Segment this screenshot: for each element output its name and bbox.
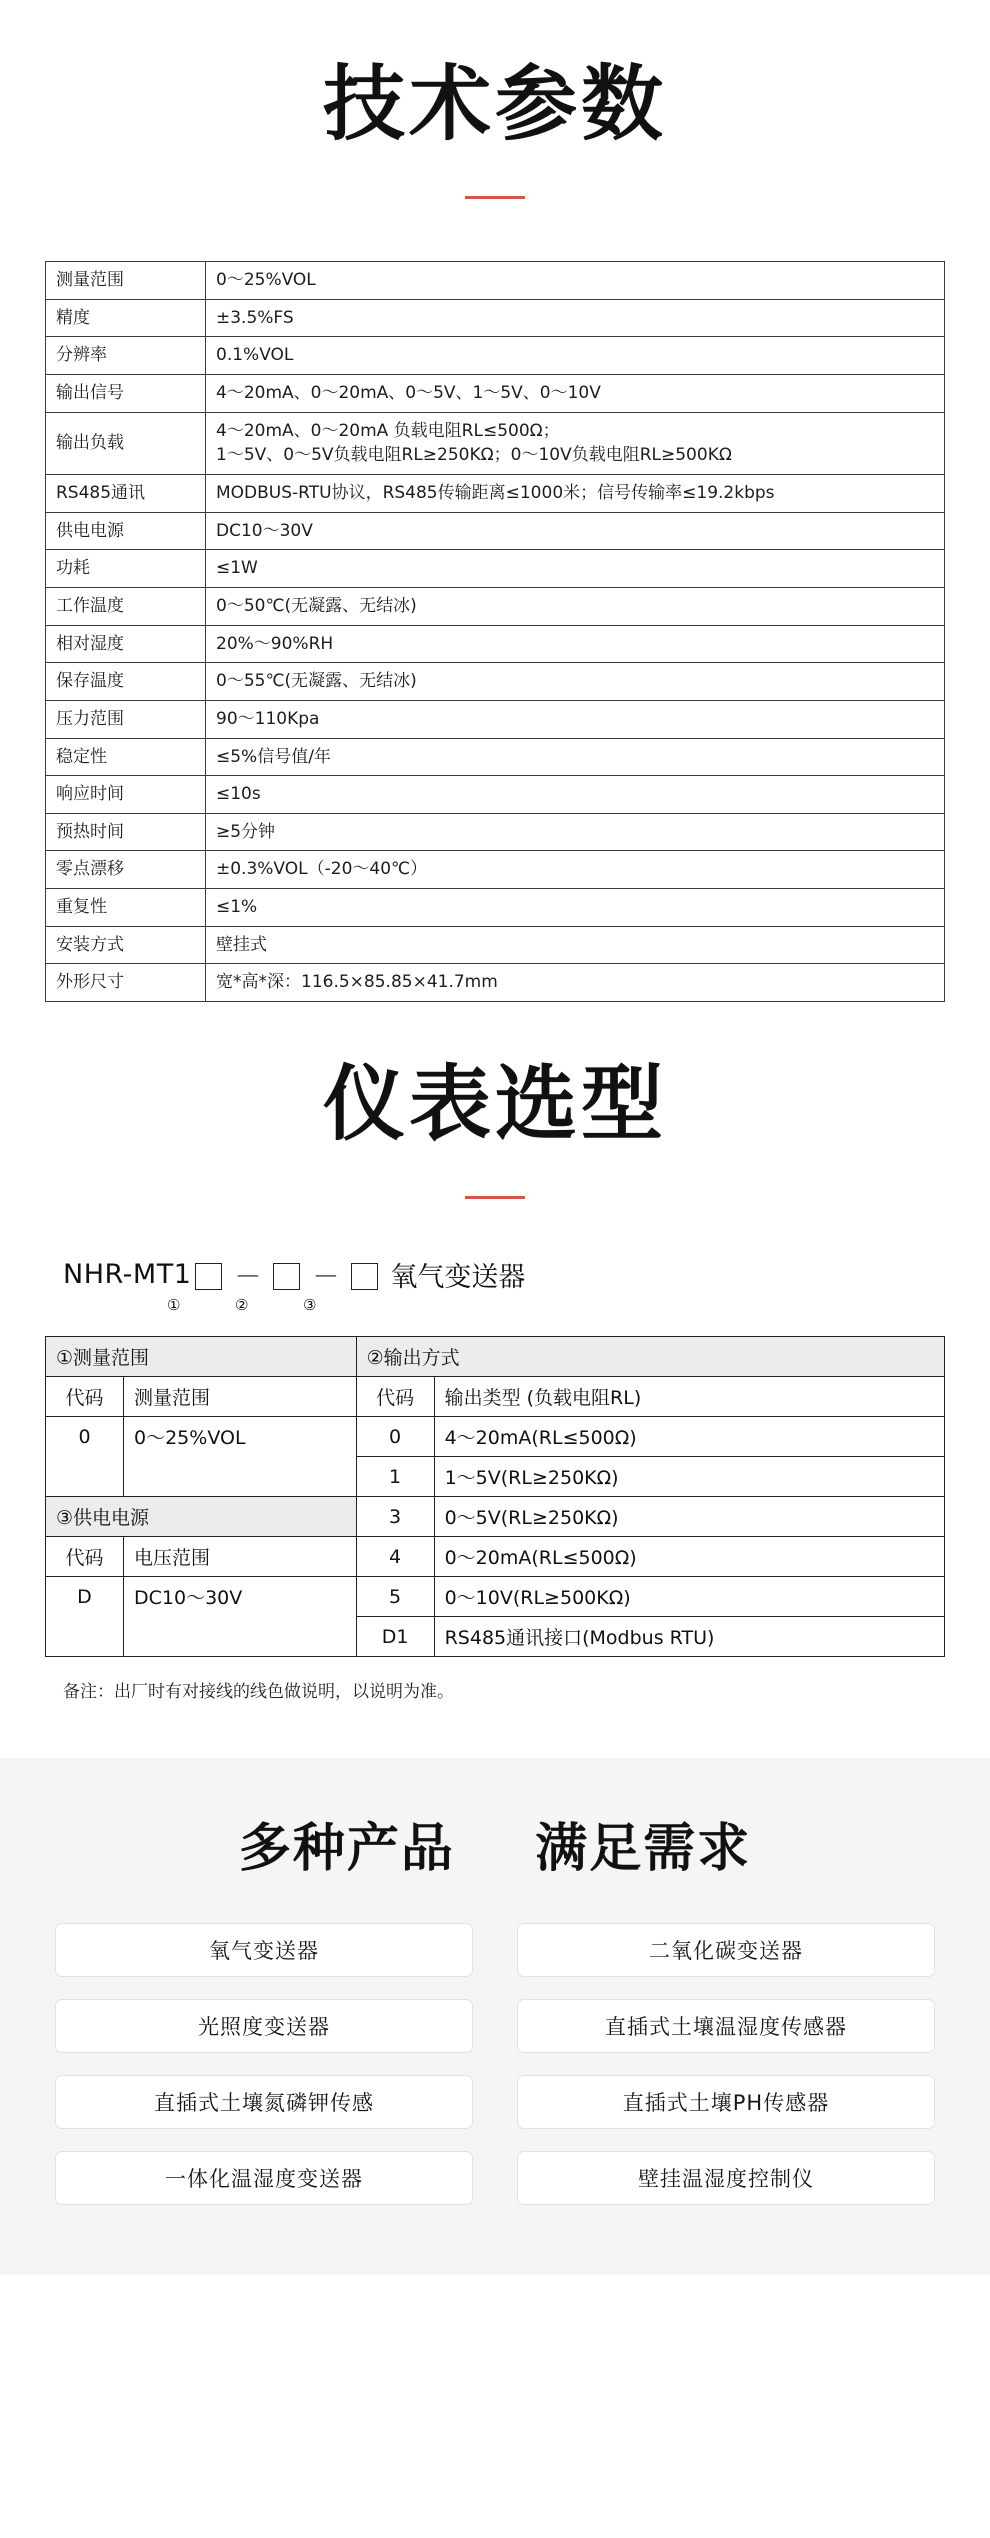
left-group2-header: ③供电电源	[46, 1497, 357, 1537]
spec-value: 壁挂式	[206, 926, 945, 964]
model-code-row	[45, 1255, 945, 1294]
right-code-1: 1	[356, 1457, 434, 1497]
table-row	[46, 1617, 945, 1657]
page-title-model: 仪表选型	[322, 1057, 667, 1152]
model-dash-2: －	[312, 1262, 340, 1294]
right-code-5: D1	[356, 1617, 434, 1657]
spec-value	[206, 412, 945, 474]
product-chip[interactable]: 二氧化碳变送器	[517, 1923, 935, 1977]
table-row	[46, 299, 945, 337]
spec-label: 输出信号	[46, 375, 206, 413]
left-spacer-code	[46, 1457, 124, 1497]
products-grid	[55, 1923, 935, 2205]
section-products	[0, 1758, 990, 2275]
left-spacer-name	[124, 1457, 357, 1497]
right-name-3: 0～20mA(RL≤500Ω)	[434, 1537, 944, 1577]
table-row	[46, 663, 945, 701]
product-chip[interactable]: 壁挂温湿度控制仪	[517, 2151, 935, 2205]
left-col-name-header: 测量范围	[124, 1377, 357, 1417]
spec-value: 0.1%VOL	[206, 337, 945, 375]
right-name-4: 0～10V(RL≥500KΩ)	[434, 1577, 944, 1617]
table-row	[46, 337, 945, 375]
spec-label: 相对湿度	[46, 625, 206, 663]
selection-table	[45, 1336, 945, 1657]
products-title	[0, 1806, 990, 1881]
table-row	[46, 851, 945, 889]
spec-value: 4～20mA、0～20mA、0～5V、1～5V、0～10V	[206, 375, 945, 413]
left-spacer-name-2	[124, 1617, 357, 1657]
spec-value: ±3.5%FS	[206, 299, 945, 337]
spec-label: 外形尺寸	[46, 964, 206, 1002]
model-slot-1[interactable]	[195, 1263, 222, 1290]
spec-value: ≥5分钟	[206, 813, 945, 851]
right-name-0: 4～20mA(RL≤500Ω)	[434, 1417, 944, 1457]
spec-label: 稳定性	[46, 738, 206, 776]
table-row	[46, 475, 945, 513]
selection-remark: 备注：出厂时有对接线的线色做说明，以说明为准。	[63, 1682, 454, 1703]
spec-value: 0～50℃(无凝露、无结冰)	[206, 587, 945, 625]
product-chip[interactable]: 直插式土壤温湿度传感器	[517, 1999, 935, 2053]
left-col-code-header: 代码	[46, 1377, 124, 1417]
spec-value-line2: 1～5V、0～5V负载电阻RL≥250KΩ；0～10V负载电阻RL≥500KΩ	[216, 445, 732, 466]
right-col-name-header: 输出类型 (负载电阻RL)	[434, 1377, 944, 1417]
model-mark-3: ③	[303, 1297, 317, 1315]
page-title-technical: 技术参数	[322, 57, 667, 152]
table-row	[46, 625, 945, 663]
table-row	[46, 926, 945, 964]
right-code-3: 4	[356, 1537, 434, 1577]
model-mark-2: ②	[235, 1297, 249, 1315]
spec-label: 保存温度	[46, 663, 206, 701]
product-chip[interactable]: 一体化温湿度变送器	[55, 2151, 473, 2205]
right-code-0: 0	[356, 1417, 434, 1457]
spec-label: 重复性	[46, 889, 206, 927]
right-code-2: 3	[356, 1497, 434, 1537]
left-col-name2-header: 电压范围	[124, 1537, 357, 1577]
table-row	[46, 776, 945, 814]
table-row	[46, 964, 945, 1002]
table-row	[46, 1457, 945, 1497]
product-chip[interactable]: 光照度变送器	[55, 1999, 473, 2053]
spec-value: 宽*高*深：116.5×85.85×41.7mm	[206, 964, 945, 1002]
spec-value: 0～25%VOL	[206, 262, 945, 300]
spec-label: 压力范围	[46, 700, 206, 738]
model-mark-1: ①	[167, 1297, 181, 1315]
table-row	[46, 1377, 945, 1417]
products-title-right: 满足需求	[535, 1819, 752, 1880]
section-model-selection	[0, 1002, 990, 1702]
table-row	[46, 889, 945, 927]
left-spacer-code-2	[46, 1617, 124, 1657]
model-marks-row	[45, 1296, 945, 1320]
spec-label: 功耗	[46, 550, 206, 588]
spec-label: 响应时间	[46, 776, 206, 814]
spec-label: 零点漂移	[46, 851, 206, 889]
left-supply-code: D	[46, 1577, 124, 1617]
spec-value-line1: 4～20mA、0～20mA 负载电阻RL≤500Ω；	[216, 420, 560, 441]
spec-label: 测量范围	[46, 262, 206, 300]
product-chip[interactable]: 直插式土壤氮磷钾传感	[55, 2075, 473, 2129]
right-name-2: 0～5V(RL≥250KΩ)	[434, 1497, 944, 1537]
spec-label: RS485通讯	[46, 475, 206, 513]
spec-label: 安装方式	[46, 926, 206, 964]
table-row	[46, 375, 945, 413]
left-range-name: 0～25%VOL	[124, 1417, 357, 1457]
right-name-1: 1～5V(RL≥250KΩ)	[434, 1457, 944, 1497]
left-range-code: 0	[46, 1417, 124, 1457]
right-code-4: 5	[356, 1577, 434, 1617]
spec-label: 分辨率	[46, 337, 206, 375]
right-col-code-header: 代码	[356, 1377, 434, 1417]
table-row	[46, 738, 945, 776]
product-chip[interactable]: 直插式土壤PH传感器	[517, 2075, 935, 2129]
right-name-5: RS485通讯接口(Modbus RTU)	[434, 1617, 944, 1657]
spec-value: ≤1%	[206, 889, 945, 927]
title-divider	[465, 1196, 525, 1199]
table-row	[46, 587, 945, 625]
spec-value: MODBUS-RTU协议，RS485传输距离≤1000米；信号传输率≤19.2kbps	[206, 475, 945, 513]
table-row	[46, 550, 945, 588]
spec-label: 精度	[46, 299, 206, 337]
product-chip[interactable]: 氧气变送器	[55, 1923, 473, 1977]
right-group-header: ②输出方式	[356, 1337, 944, 1377]
table-row	[46, 1577, 945, 1617]
left-supply-name: DC10～30V	[124, 1577, 357, 1617]
table-row	[46, 1417, 945, 1457]
table-row	[46, 813, 945, 851]
spec-value: 0～55℃(无凝露、无结冰)	[206, 663, 945, 701]
spec-label: 预热时间	[46, 813, 206, 851]
title-divider	[465, 196, 525, 199]
model-prefix: NHR-MT1	[63, 1259, 192, 1291]
model-slot-2[interactable]	[273, 1263, 300, 1290]
spec-label: 输出负载	[46, 412, 206, 474]
spec-value: DC10～30V	[206, 512, 945, 550]
table-row	[46, 1497, 945, 1537]
left-group-header: ①测量范围	[46, 1337, 357, 1377]
model-dash-1: －	[234, 1262, 262, 1294]
spec-label: 供电电源	[46, 512, 206, 550]
table-row	[46, 700, 945, 738]
spec-value: ≤10s	[206, 776, 945, 814]
spec-value: ≤5%信号值/年	[206, 738, 945, 776]
table-row	[46, 512, 945, 550]
left-col-code2-header: 代码	[46, 1537, 124, 1577]
table-row	[46, 1537, 945, 1577]
spec-value: 90～110Kpa	[206, 700, 945, 738]
spec-table	[45, 261, 945, 1002]
model-slot-3[interactable]	[351, 1263, 378, 1290]
section-technical-parameters	[0, 0, 990, 1002]
spec-value: ±0.3%VOL（-20～40℃）	[206, 851, 945, 889]
model-tail-label: 氧气变送器	[390, 1262, 526, 1294]
products-title-left: 多种产品	[238, 1819, 455, 1880]
table-row	[46, 262, 945, 300]
spec-value: 20%～90%RH	[206, 625, 945, 663]
spec-label: 工作温度	[46, 587, 206, 625]
spec-value: ≤1W	[206, 550, 945, 588]
table-row	[46, 1337, 945, 1377]
table-row	[46, 412, 945, 474]
